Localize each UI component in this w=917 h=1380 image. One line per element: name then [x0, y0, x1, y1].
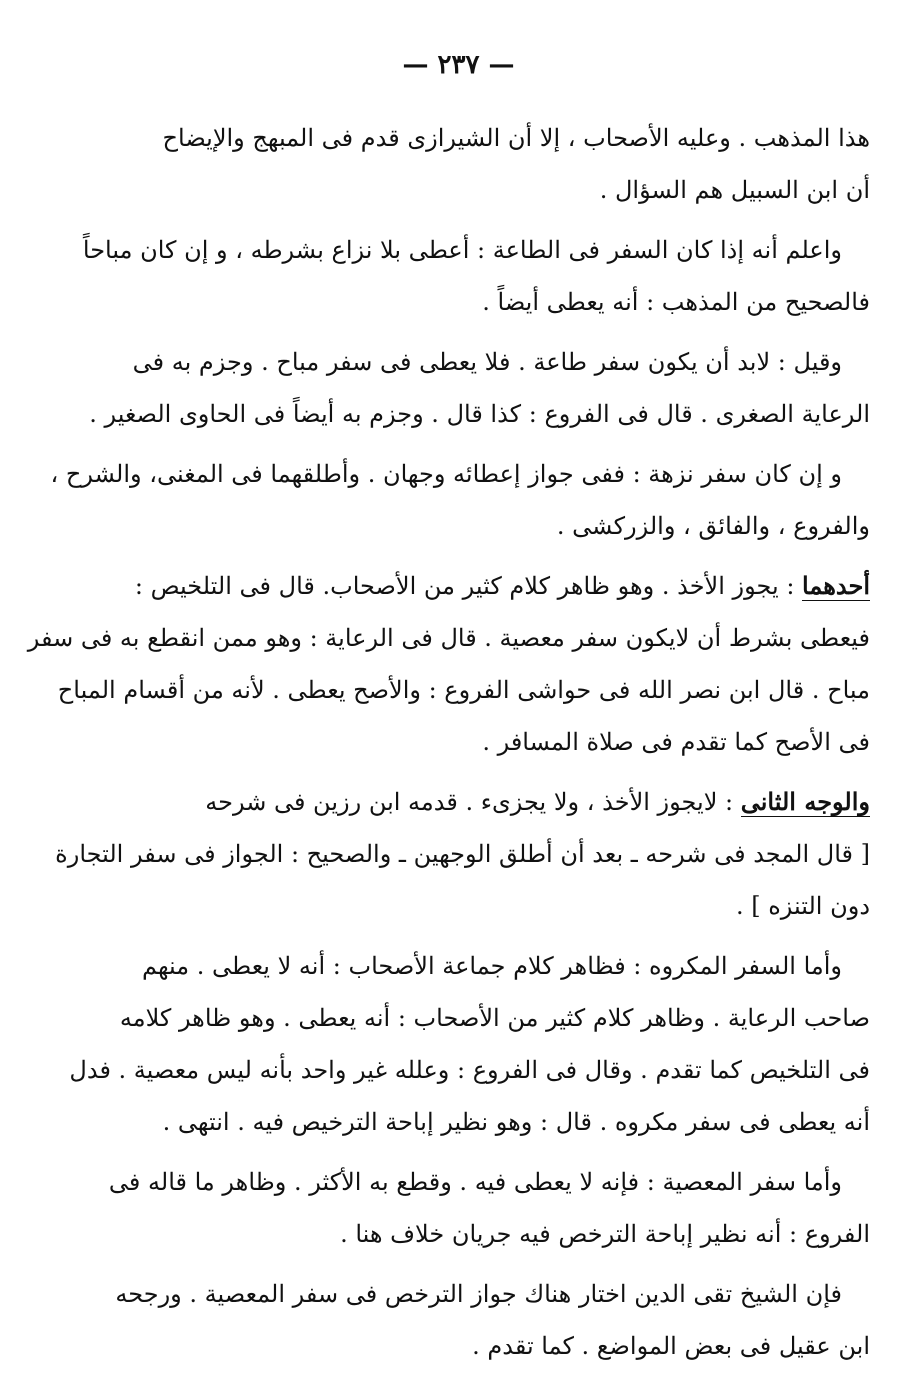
text-line: أنه يعطى فى سفر مكروه . قال : وهو نظير إباحة الترخيص فيه . انتهى . [162, 1108, 870, 1136]
paragraph [82, 224, 870, 328]
paragraph [108, 1156, 870, 1260]
text-line: صاحب الرعاية . وظاهر كلام كثير من الأصحاب : أنه يعطى . وهو ظاهر كلامه [119, 1004, 870, 1032]
text-line: و إن كان سفر نزهة : ففى جواز إعطائه وجهان . وأطلقهما فى المغنى، والشرح ، [50, 460, 842, 488]
text-line: مباح . قال ابن نصر الله فى حواشى الفروع : والأصح يعطى . لأنه من أقسام المباح [57, 676, 870, 704]
text-line: فيعطى بشرط أن لايكون سفر معصية . قال فى الرعاية : وهو ممن انقطع به فى سفر [27, 624, 870, 652]
text-line: وأما السفر المكروه : فظاهر كلام جماعة الأصحاب : أنه لا يعطى . منهم [142, 952, 842, 980]
page-body [27, 112, 870, 1380]
text-line: دون التنزه ] . [735, 892, 870, 920]
paragraph [27, 560, 870, 768]
text-line: فى التلخيص كما تقدم . وقال فى الفروع : وعلله غير واحد بأنه ليس معصية . فدل [69, 1056, 870, 1084]
page-number: — ٢٣٧ — [402, 50, 515, 80]
paragraph [69, 940, 870, 1148]
text-line: واعلم أنه إذا كان السفر فى الطاعة : أعطى بلا نزاع بشرطه ، و إن كان مباحاً [82, 236, 842, 264]
text-line [160, 776, 870, 828]
paragraph [55, 776, 870, 932]
text-line: فإن الشيخ تقى الدين اختار هناك جواز الترخص فى سفر المعصية . ورجحه [115, 1280, 842, 1308]
text-line: [ قال المجد فى شرحه ـ بعد أن أطلق الوجهين ـ والصحيح : الجواز فى سفر التجارة [55, 840, 870, 868]
text-line: أن ابن السبيل هم السؤال . [599, 176, 870, 204]
text-line: فالصحيح من المذهب : أنه يعطى أيضاً . [482, 288, 870, 316]
text-line: والفروع ، والفائق ، والزركشى . [556, 512, 870, 540]
section-term: أحدهما [802, 571, 870, 600]
section-term: والوجه الثانى [740, 787, 870, 816]
text-line: الرعاية الصغرى . قال فى الفروع : كذا قال . وجزم به أيضاً فى الحاوى الصغير . [89, 400, 870, 428]
text-line: فى الأصح كما تقدم فى صلاة المسافر . [482, 728, 870, 756]
paragraph [50, 448, 870, 552]
text-line: وأما سفر المعصية : فإنه لا يعطى فيه . وقطع به الأكثر . وظاهر ما قاله فى [108, 1168, 842, 1196]
paragraph [115, 1268, 870, 1372]
paragraph [89, 336, 870, 440]
text-line: الفروع : أنه نظير إباحة الترخص فيه جريان خلاف هنا . [340, 1220, 870, 1248]
text-line: ابن عقيل فى بعض المواضع . كما تقدم . [472, 1332, 870, 1360]
text-line [134, 560, 870, 612]
text-line: وقيل : لابد أن يكون سفر طاعة . فلا يعطى فى سفر مباح . وجزم به فى [132, 348, 842, 376]
paragraph [160, 112, 870, 216]
text-line: هذا المذهب . وعليه الأصحاب ، إلا أن الشيرازى قدم فى المبهج والإيضاح [162, 124, 870, 152]
line-text: : لايجوز الأخذ ، ولا يجزىء . قدمه ابن رزين فى شرحه [205, 788, 741, 816]
line-text: : يجوز الأخذ . وهو ظاهر كلام كثير من الأصحاب. قال فى التلخيص : [134, 572, 803, 600]
